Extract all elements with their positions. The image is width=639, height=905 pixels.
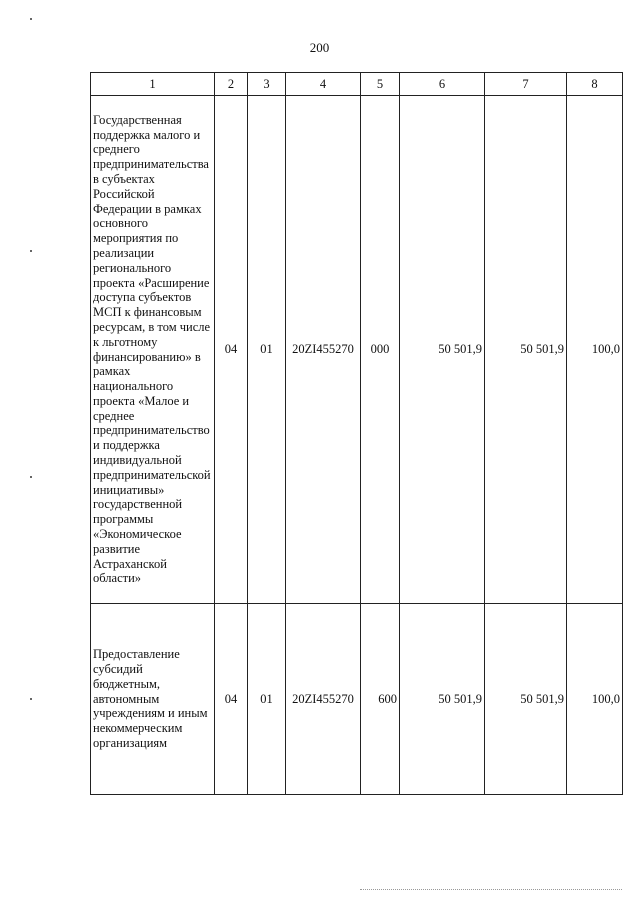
budget-table [90, 72, 623, 795]
subsection-code: 01 [248, 96, 286, 604]
scan-speck [30, 18, 32, 20]
column-header-4: 4 [286, 73, 361, 96]
column-header-3: 3 [248, 73, 286, 96]
scan-speck [30, 476, 32, 478]
footer-rule [360, 889, 622, 890]
target-article-code: 20ZI455270 [286, 96, 361, 604]
target-article-code: 20ZI455270 [286, 604, 361, 795]
section-code: 04 [215, 604, 248, 795]
expense-type-code: 600 [361, 604, 400, 795]
row-description: Государственная поддержка малого и среднего предпринимательства в субъектах Российской Федерации в рамках основного мероприятия по реализации регионального проекта «Расширение доступа субъектов МСП к финансовым ресурсам, в том числе к льготному финансированию» в рамках национального проекта «Малое и среднее предпринимательство и поддержка индивидуальной предпринимательской инициативы» государственной программы «Экономическое развитие Астраханской области» [91, 96, 215, 604]
amount-col6: 50 501,9 [400, 96, 485, 604]
table-row [91, 604, 623, 795]
table-row [91, 96, 623, 604]
scan-speck [30, 698, 32, 700]
amount-col7: 50 501,9 [485, 604, 567, 795]
section-code: 04 [215, 96, 248, 604]
column-header-5: 5 [361, 73, 400, 96]
expense-type-code: 000 [361, 96, 400, 604]
subsection-code: 01 [248, 604, 286, 795]
header-row [91, 73, 623, 96]
page-number: 200 [309, 40, 330, 55]
amount-col6: 50 501,9 [400, 604, 485, 795]
percent-col8: 100,0 [567, 604, 623, 795]
percent-col8: 100,0 [567, 96, 623, 604]
column-header-8: 8 [567, 73, 623, 96]
column-header-7: 7 [485, 73, 567, 96]
scan-speck [30, 250, 32, 252]
column-header-6: 6 [400, 73, 485, 96]
row-description: Предоставление субсидий бюджетным, автономным учреждениям и иным некоммерческим организациям [91, 604, 215, 795]
column-header-2: 2 [215, 73, 248, 96]
column-header-1: 1 [91, 73, 215, 96]
amount-col7: 50 501,9 [485, 96, 567, 604]
